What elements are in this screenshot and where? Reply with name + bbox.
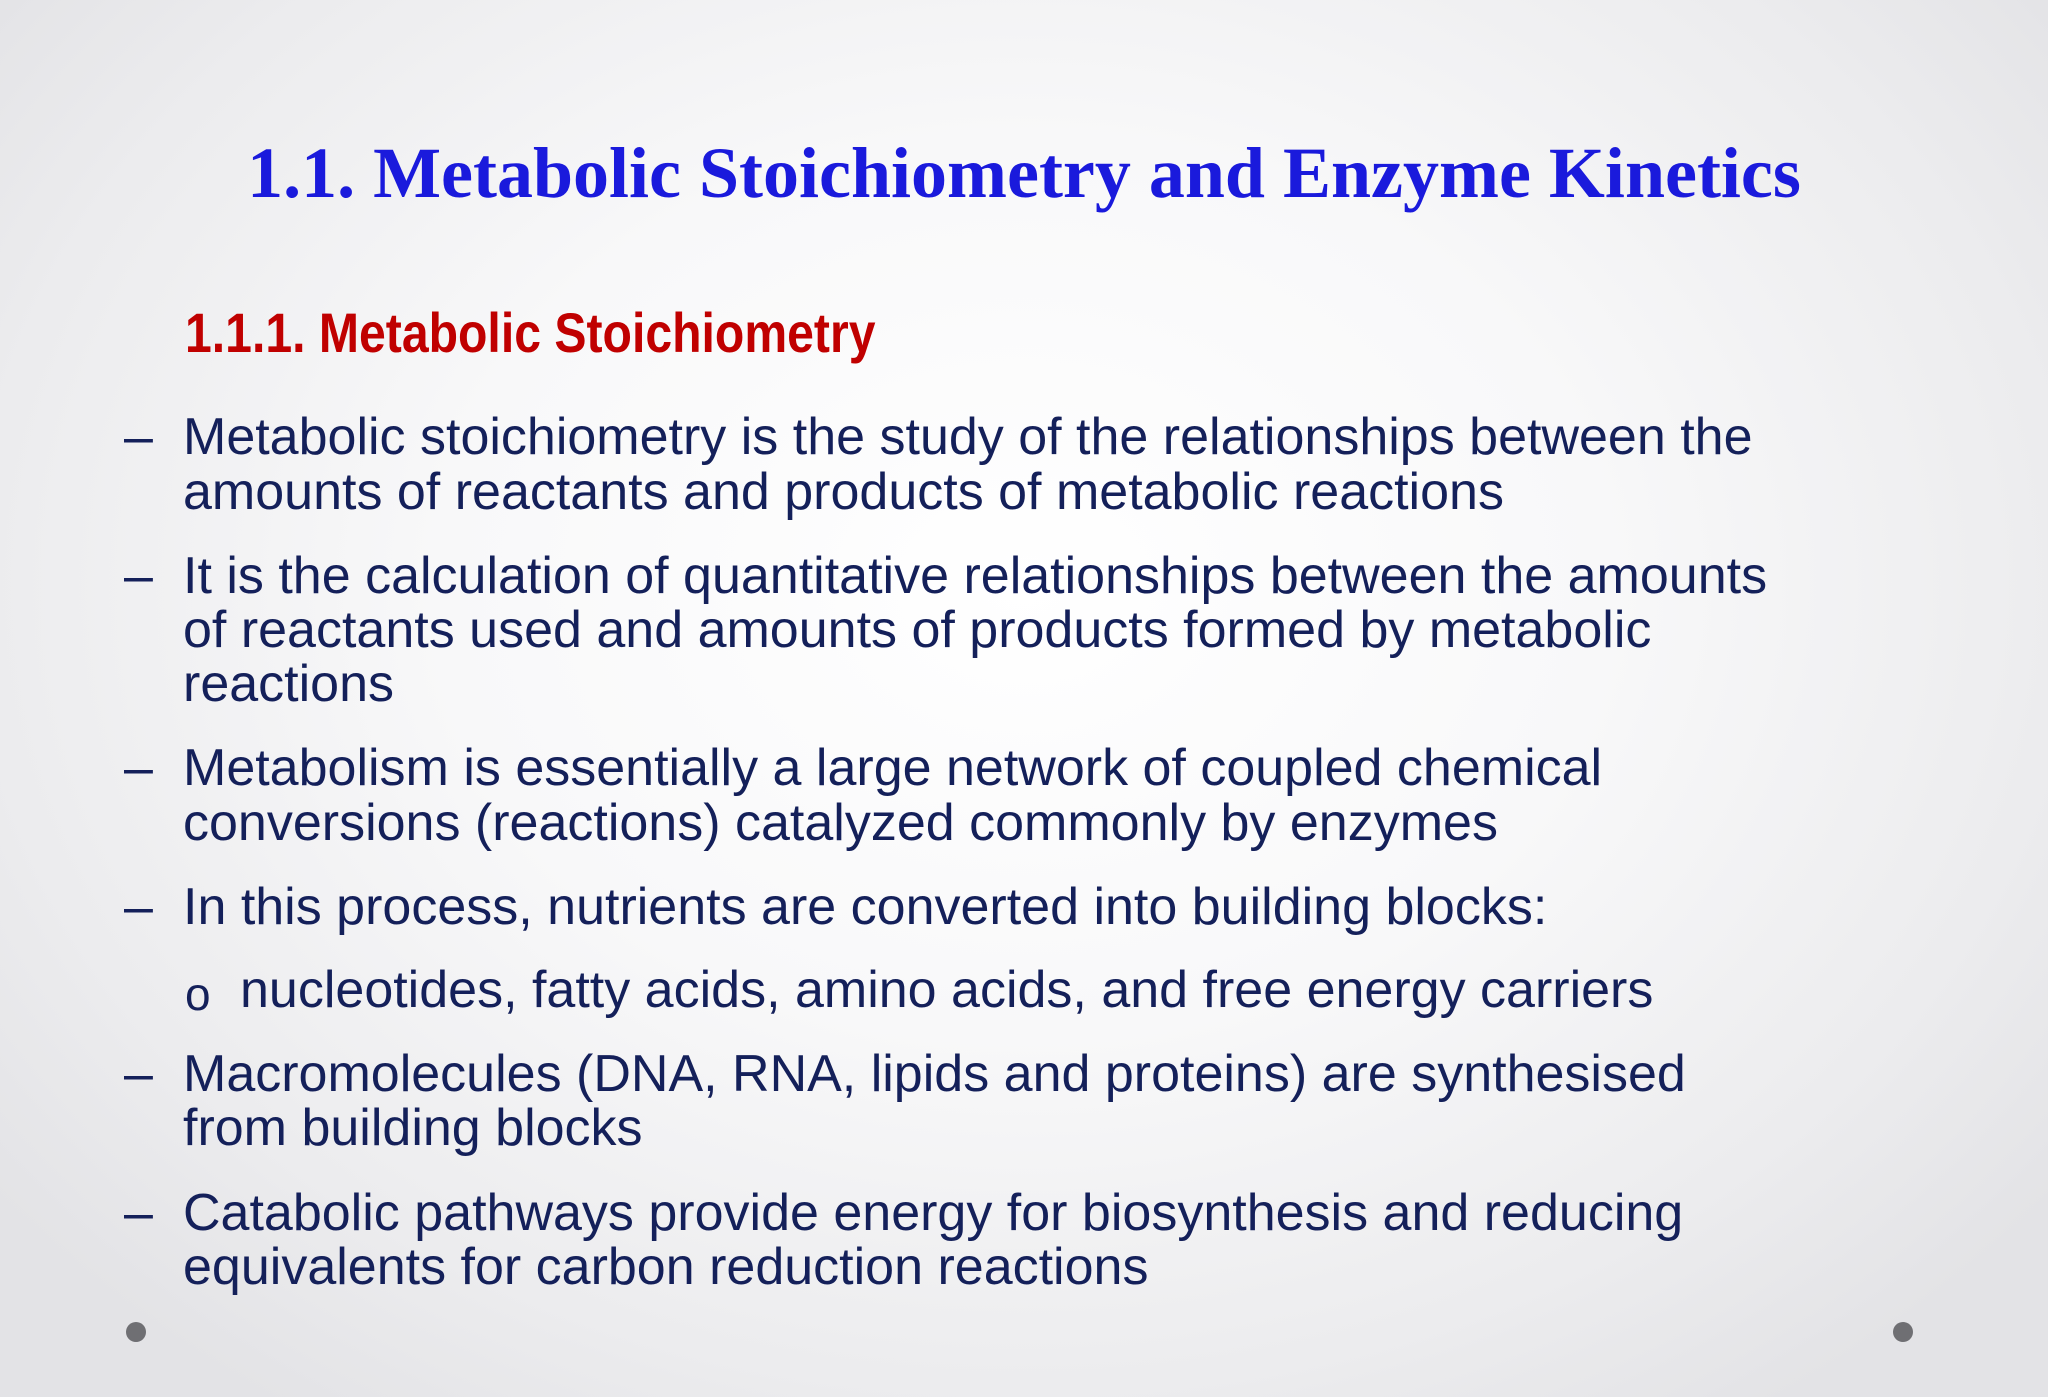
bullet-line: Metabolism is essentially a large network of coupled chemical xyxy=(183,739,1603,797)
bullet-line: Metabolic stoichiometry is the study of the relationships between the xyxy=(183,408,1753,466)
dash-marker: – xyxy=(124,878,153,936)
sub-bullet-line: nucleotides, fatty acids, amino acids, and free energy carriers xyxy=(240,961,1654,1019)
bullet-line: conversions (reactions) catalyzed commonly by enzymes xyxy=(183,794,1498,852)
circle-marker: o xyxy=(185,968,211,1020)
slide-title: 1.1. Metabolic Stoichiometry and Enzyme Kinetics xyxy=(247,133,1801,213)
bullet-line: amounts of reactants and products of metabolic reactions xyxy=(183,463,1504,521)
dash-marker: – xyxy=(124,1045,153,1103)
bullet-line: Macromolecules (DNA, RNA, lipids and proteins) are synthesised xyxy=(183,1045,1686,1103)
dash-marker: – xyxy=(124,739,153,797)
decorative-dot-left xyxy=(126,1322,146,1342)
bullet-line: reactions xyxy=(183,655,394,713)
bullet-line: of reactants used and amounts of products formed by metabolic xyxy=(183,601,1652,659)
section-heading: 1.1.1. Metabolic Stoichiometry xyxy=(185,301,876,364)
dash-marker: – xyxy=(124,1184,153,1242)
dash-marker: – xyxy=(124,408,153,466)
bullet-line: from building blocks xyxy=(183,1099,643,1157)
dash-marker: – xyxy=(124,547,153,605)
bullet-line: In this process, nutrients are converted into building blocks: xyxy=(183,878,1548,936)
bullet-line: equivalents for carbon reduction reactions xyxy=(183,1238,1149,1296)
bullet-line: It is the calculation of quantitative relationships between the amounts xyxy=(183,547,1768,605)
bullet-line: Catabolic pathways provide energy for biosynthesis and reducing xyxy=(183,1184,1684,1242)
decorative-dot-right xyxy=(1893,1322,1913,1342)
